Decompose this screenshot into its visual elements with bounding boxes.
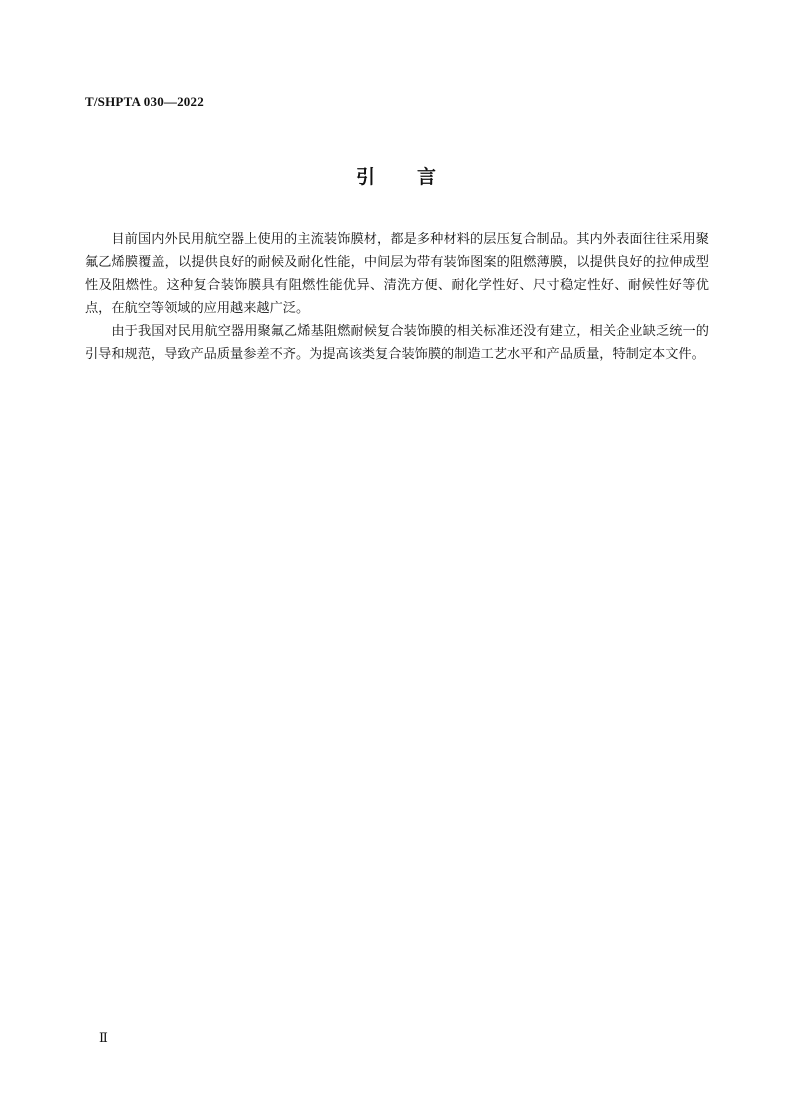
introduction-body (85, 228, 709, 366)
standard-code: T/SHPTA 030—2022 (85, 94, 204, 109)
page-number: Ⅱ (99, 1030, 108, 1045)
section-title-char-2: 言 (417, 166, 437, 188)
section-title-char-1: 引 (355, 166, 375, 188)
paragraph: 目前国内外民用航空器上使用的主流装饰膜材，都是多种材料的层压复合制品。其内外表面往往采用聚氟乙烯膜覆盖，以提供良好的耐候及耐化性能，中间层为带有装饰图案的阻燃薄膜，以提供良好的拉伸成型性及阻燃性。这种复合装饰膜具有阻燃性能优异、清洗方便、耐化学性好、尺寸稳定性好、耐候性好等优点，在航空等领域的应用越来越广泛。 (85, 232, 709, 316)
paragraph: 由于我国对民用航空器用聚氟乙烯基阻燃耐候复合装饰膜的相关标准还没有建立，相关企业缺乏统一的引导和规范，导致产品质量参差不齐。为提高该类复合装饰膜的制造工艺水平和产品质量，特制定本文件。 (85, 324, 709, 362)
section-title (0, 162, 792, 189)
